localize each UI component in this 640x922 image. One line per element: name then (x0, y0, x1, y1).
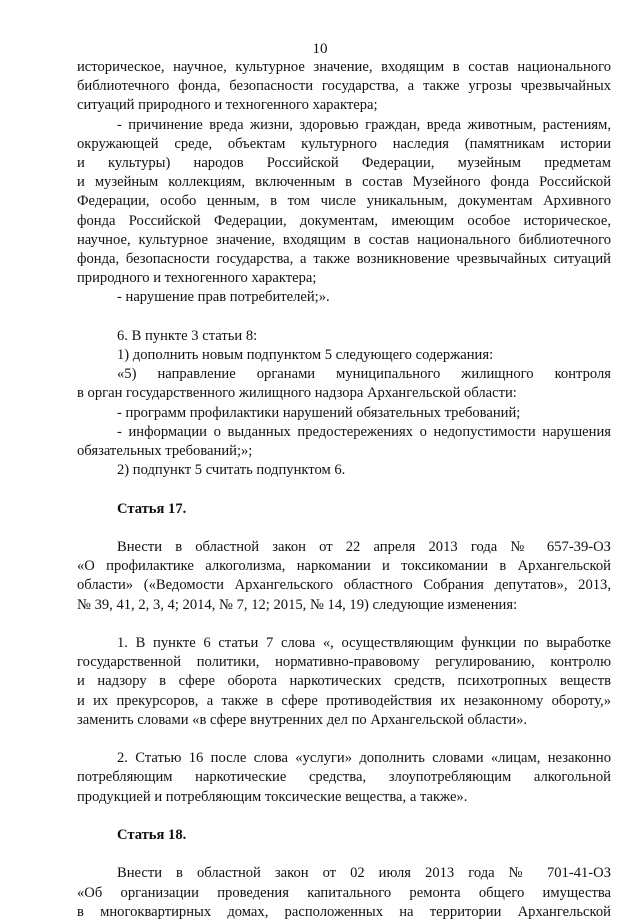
text-line: государственной политики, нормативно-правовому регулированию, контролю (77, 654, 611, 671)
text-line: 6. В пункте 3 статьи 8: (117, 327, 258, 344)
text-line: № 39, 41, 2, 3, 4; 2014, № 7, 12; 2015, № 14, 19) следующие изменения: (77, 596, 518, 613)
text-line: фонда Российской Федерации, документам, имеющим особое историческое, (77, 212, 611, 229)
text-line: обязательных требований;»; (77, 443, 253, 460)
text-line: природного и техногенного характера; (77, 270, 317, 287)
paragraph-gap (77, 615, 611, 634)
paragraph-gap (77, 807, 611, 826)
page-number: 10 (312, 41, 328, 57)
paragraph-gap (77, 480, 611, 499)
text-line: Внести в областной закон от 22 апреля 2013 года № 657-39-ОЗ (117, 539, 611, 556)
text-line: и музейным коллекциям, включенным в состав Музейного фонда Российской (77, 174, 611, 191)
text-line: 2. Статью 16 после слова «услуги» дополнить словами «лицам, незаконно (117, 750, 611, 767)
document-body (77, 58, 611, 922)
paragraph-gap (77, 519, 611, 538)
text-line: - информации о выданных предостережениях о недопустимости нарушения (117, 423, 611, 440)
text-line: научное, культурное значение, входящим в состав национального библиотечного (77, 231, 611, 248)
paragraph-gap (77, 845, 611, 864)
text-line: историческое, научное, культурное значение, входящим в состав национального (77, 59, 611, 75)
text-line: в орган государственного жилищного надзора Архангельской области: (77, 385, 517, 402)
text-line: и надзору в сфере оборота наркотических средств, психотропных веществ (77, 673, 611, 690)
text-line: Федерации, особо ценным, в том числе уникальным, документам Архивного (77, 193, 611, 210)
text-line: и культуры) народов Российской Федерации, музейным предметам (77, 155, 611, 172)
article-heading: Статья 18. (117, 827, 187, 844)
text-line: фонда, безопасности государства, а также возникновение чрезвычайных ситуаций (77, 251, 611, 268)
text-line: заменить словами «в сфере внутренних дел по Архангельской области». (77, 711, 528, 728)
text-line: потребляющим наркотические средства, злоупотребляющим алкогольной (77, 769, 611, 786)
text-line: «О профилактике алкоголизма, наркомании и токсикомании в Архангельской (77, 558, 611, 575)
text-line: 1. В пункте 6 статьи 7 слова «, осуществляющим функции по выработке (117, 635, 611, 652)
text-line: 1) дополнить новым подпунктом 5 следующего содержания: (117, 347, 494, 364)
text-line: - программ профилактики нарушений обязательных требований; (117, 404, 521, 421)
text-line: - нарушение прав потребителей;». (117, 289, 330, 306)
text-line: продукцией и потребляющим токсические вещества, а также». (77, 788, 468, 805)
text-line: и их прекурсоров, а также в сфере противодействия их незаконному обороту,» (77, 692, 611, 709)
text-line: «Об организации проведения капитального ремонта общего имущества (77, 884, 611, 901)
text-line: окружающей среде, объектам культурного наследия (памятникам истории (77, 135, 611, 152)
text-line: Внести в областной закон от 02 июля 2013 года № 701-41-ОЗ (117, 865, 611, 882)
text-line: области» («Ведомости Архангельского областного Собрания депутатов», 2013, (77, 577, 611, 594)
text-line: 2) подпункт 5 считать подпунктом 6. (117, 462, 346, 479)
text-line: - причинение вреда жизни, здоровью граждан, вреда животным, растениям, (117, 116, 611, 133)
paragraph-gap (77, 730, 611, 749)
text-line: библиотечного фонда, безопасности государства, а также угрозы чрезвычайных (77, 78, 611, 95)
text-line: ситуаций природного и техногенного характера; (77, 97, 378, 114)
paragraph-gap (77, 308, 611, 327)
article-heading: Статья 17. (117, 500, 187, 517)
text-line: в многоквартирных домах, расположенных на территории Архангельской (77, 903, 611, 920)
text-line: «5) направление органами муниципального жилищного контроля (117, 366, 611, 383)
